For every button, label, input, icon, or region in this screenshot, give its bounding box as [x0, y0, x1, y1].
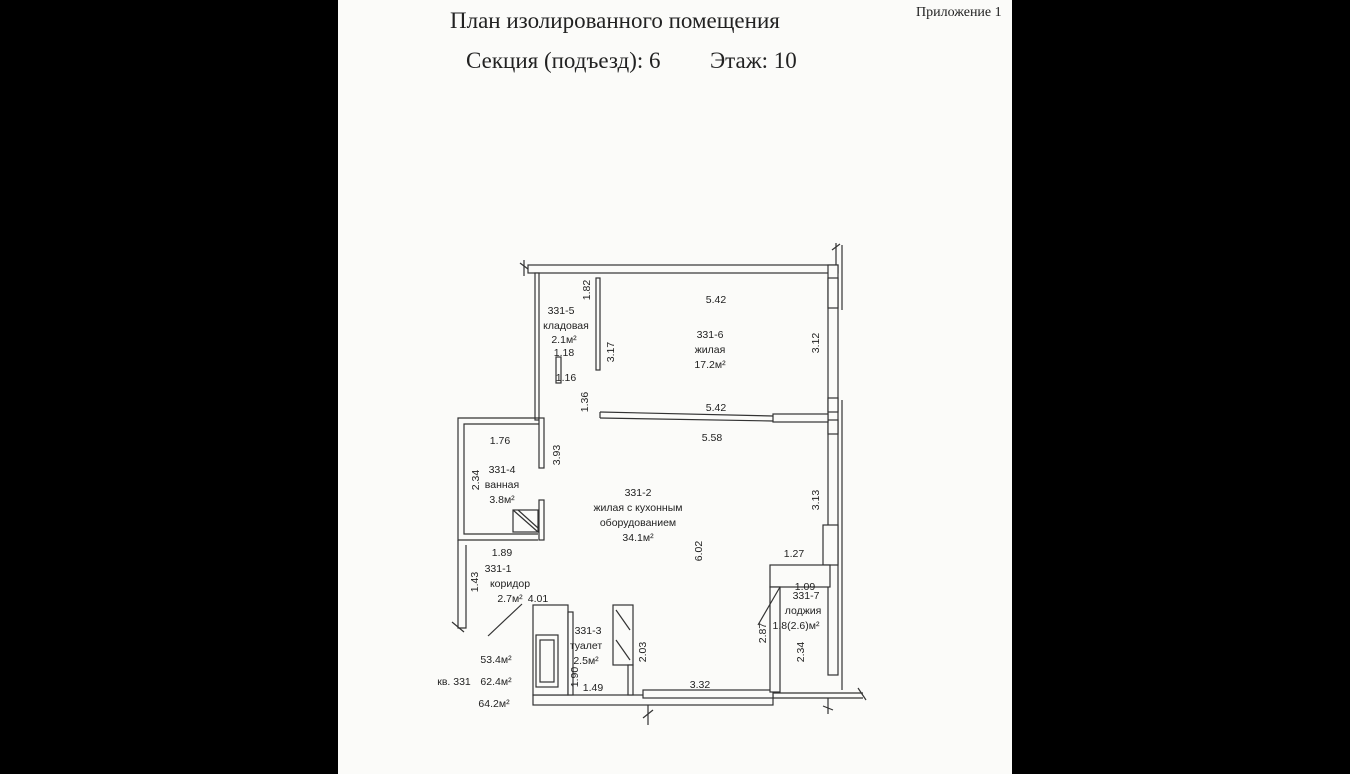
svg-text:17.2м²: 17.2м²	[694, 359, 726, 371]
svg-text:331-1: 331-1	[484, 563, 512, 575]
svg-text:3.8м²: 3.8м²	[489, 494, 515, 506]
svg-text:3.17: 3.17	[605, 341, 617, 363]
plan-title: План изолированного помещения	[450, 8, 780, 33]
svg-text:жилая с кухонным: жилая с кухонным	[593, 502, 683, 514]
svg-text:1.82: 1.82	[581, 279, 593, 301]
room-wc	[570, 625, 603, 667]
svg-text:1.27: 1.27	[783, 548, 805, 560]
svg-text:64.2м²: 64.2м²	[478, 698, 510, 710]
svg-text:1.90: 1.90	[569, 666, 581, 688]
floor-plan-drawing	[338, 0, 1012, 774]
svg-text:3.93: 3.93	[551, 444, 563, 466]
svg-text:1.36: 1.36	[579, 391, 591, 413]
svg-text:331-7: 331-7	[792, 590, 820, 602]
svg-text:кв. 331: кв. 331	[437, 676, 471, 688]
svg-text:331-4: 331-4	[488, 464, 516, 476]
svg-text:1.76: 1.76	[489, 435, 511, 447]
svg-text:34.1м²: 34.1м²	[622, 532, 654, 544]
room-storage	[543, 305, 589, 346]
svg-text:2.7м²: 2.7м²	[497, 593, 523, 605]
section-label: Секция (подъезд): 6	[466, 48, 661, 73]
svg-text:331-2: 331-2	[624, 487, 652, 499]
svg-text:коридор: коридор	[489, 578, 531, 590]
svg-text:1.8(2.6)м²: 1.8(2.6)м²	[772, 620, 820, 632]
svg-text:2.34: 2.34	[470, 469, 482, 491]
svg-text:331-5: 331-5	[547, 305, 575, 317]
svg-text:5.42: 5.42	[705, 402, 727, 414]
svg-text:331-3: 331-3	[574, 625, 602, 637]
svg-text:туалет: туалет	[569, 640, 603, 652]
svg-text:4.01: 4.01	[527, 593, 549, 605]
room-hall	[485, 563, 531, 605]
apartment-totals	[437, 654, 512, 710]
floor-plan-sheet	[338, 0, 1012, 774]
svg-text:жилая: жилая	[694, 344, 726, 356]
svg-text:331-6: 331-6	[696, 329, 724, 341]
svg-text:2.03: 2.03	[637, 641, 649, 663]
svg-text:2.87: 2.87	[757, 622, 769, 644]
appendix-label: Приложение 1	[916, 5, 1002, 20]
svg-text:1.09: 1.09	[794, 581, 816, 593]
svg-text:2.5м²: 2.5м²	[573, 655, 599, 667]
svg-text:1.89: 1.89	[491, 547, 513, 559]
svg-text:5.42: 5.42	[705, 294, 727, 306]
svg-text:1.16: 1.16	[555, 372, 577, 384]
svg-text:2.34: 2.34	[795, 641, 807, 663]
room-living	[594, 487, 683, 544]
svg-text:ванная: ванная	[484, 479, 520, 491]
svg-text:оборудованием: оборудованием	[599, 517, 677, 529]
svg-text:1.43: 1.43	[469, 571, 481, 593]
svg-text:3.32: 3.32	[689, 679, 711, 691]
svg-text:6.02: 6.02	[693, 540, 705, 562]
svg-text:2.1м²: 2.1м²	[551, 334, 577, 346]
room-bath	[485, 464, 519, 506]
svg-text:53.4м²: 53.4м²	[480, 654, 512, 666]
svg-text:1.49: 1.49	[582, 682, 604, 694]
svg-text:1.18: 1.18	[553, 347, 575, 359]
floor-label: Этаж: 10	[710, 48, 797, 73]
svg-text:кладовая: кладовая	[543, 320, 589, 332]
svg-text:3.13: 3.13	[810, 489, 822, 511]
svg-text:62.4м²: 62.4м²	[480, 676, 512, 688]
room-bedroom	[694, 329, 726, 371]
svg-text:лоджия: лоджия	[784, 605, 822, 617]
svg-text:3.12: 3.12	[810, 332, 822, 354]
svg-text:5.58: 5.58	[701, 432, 723, 444]
